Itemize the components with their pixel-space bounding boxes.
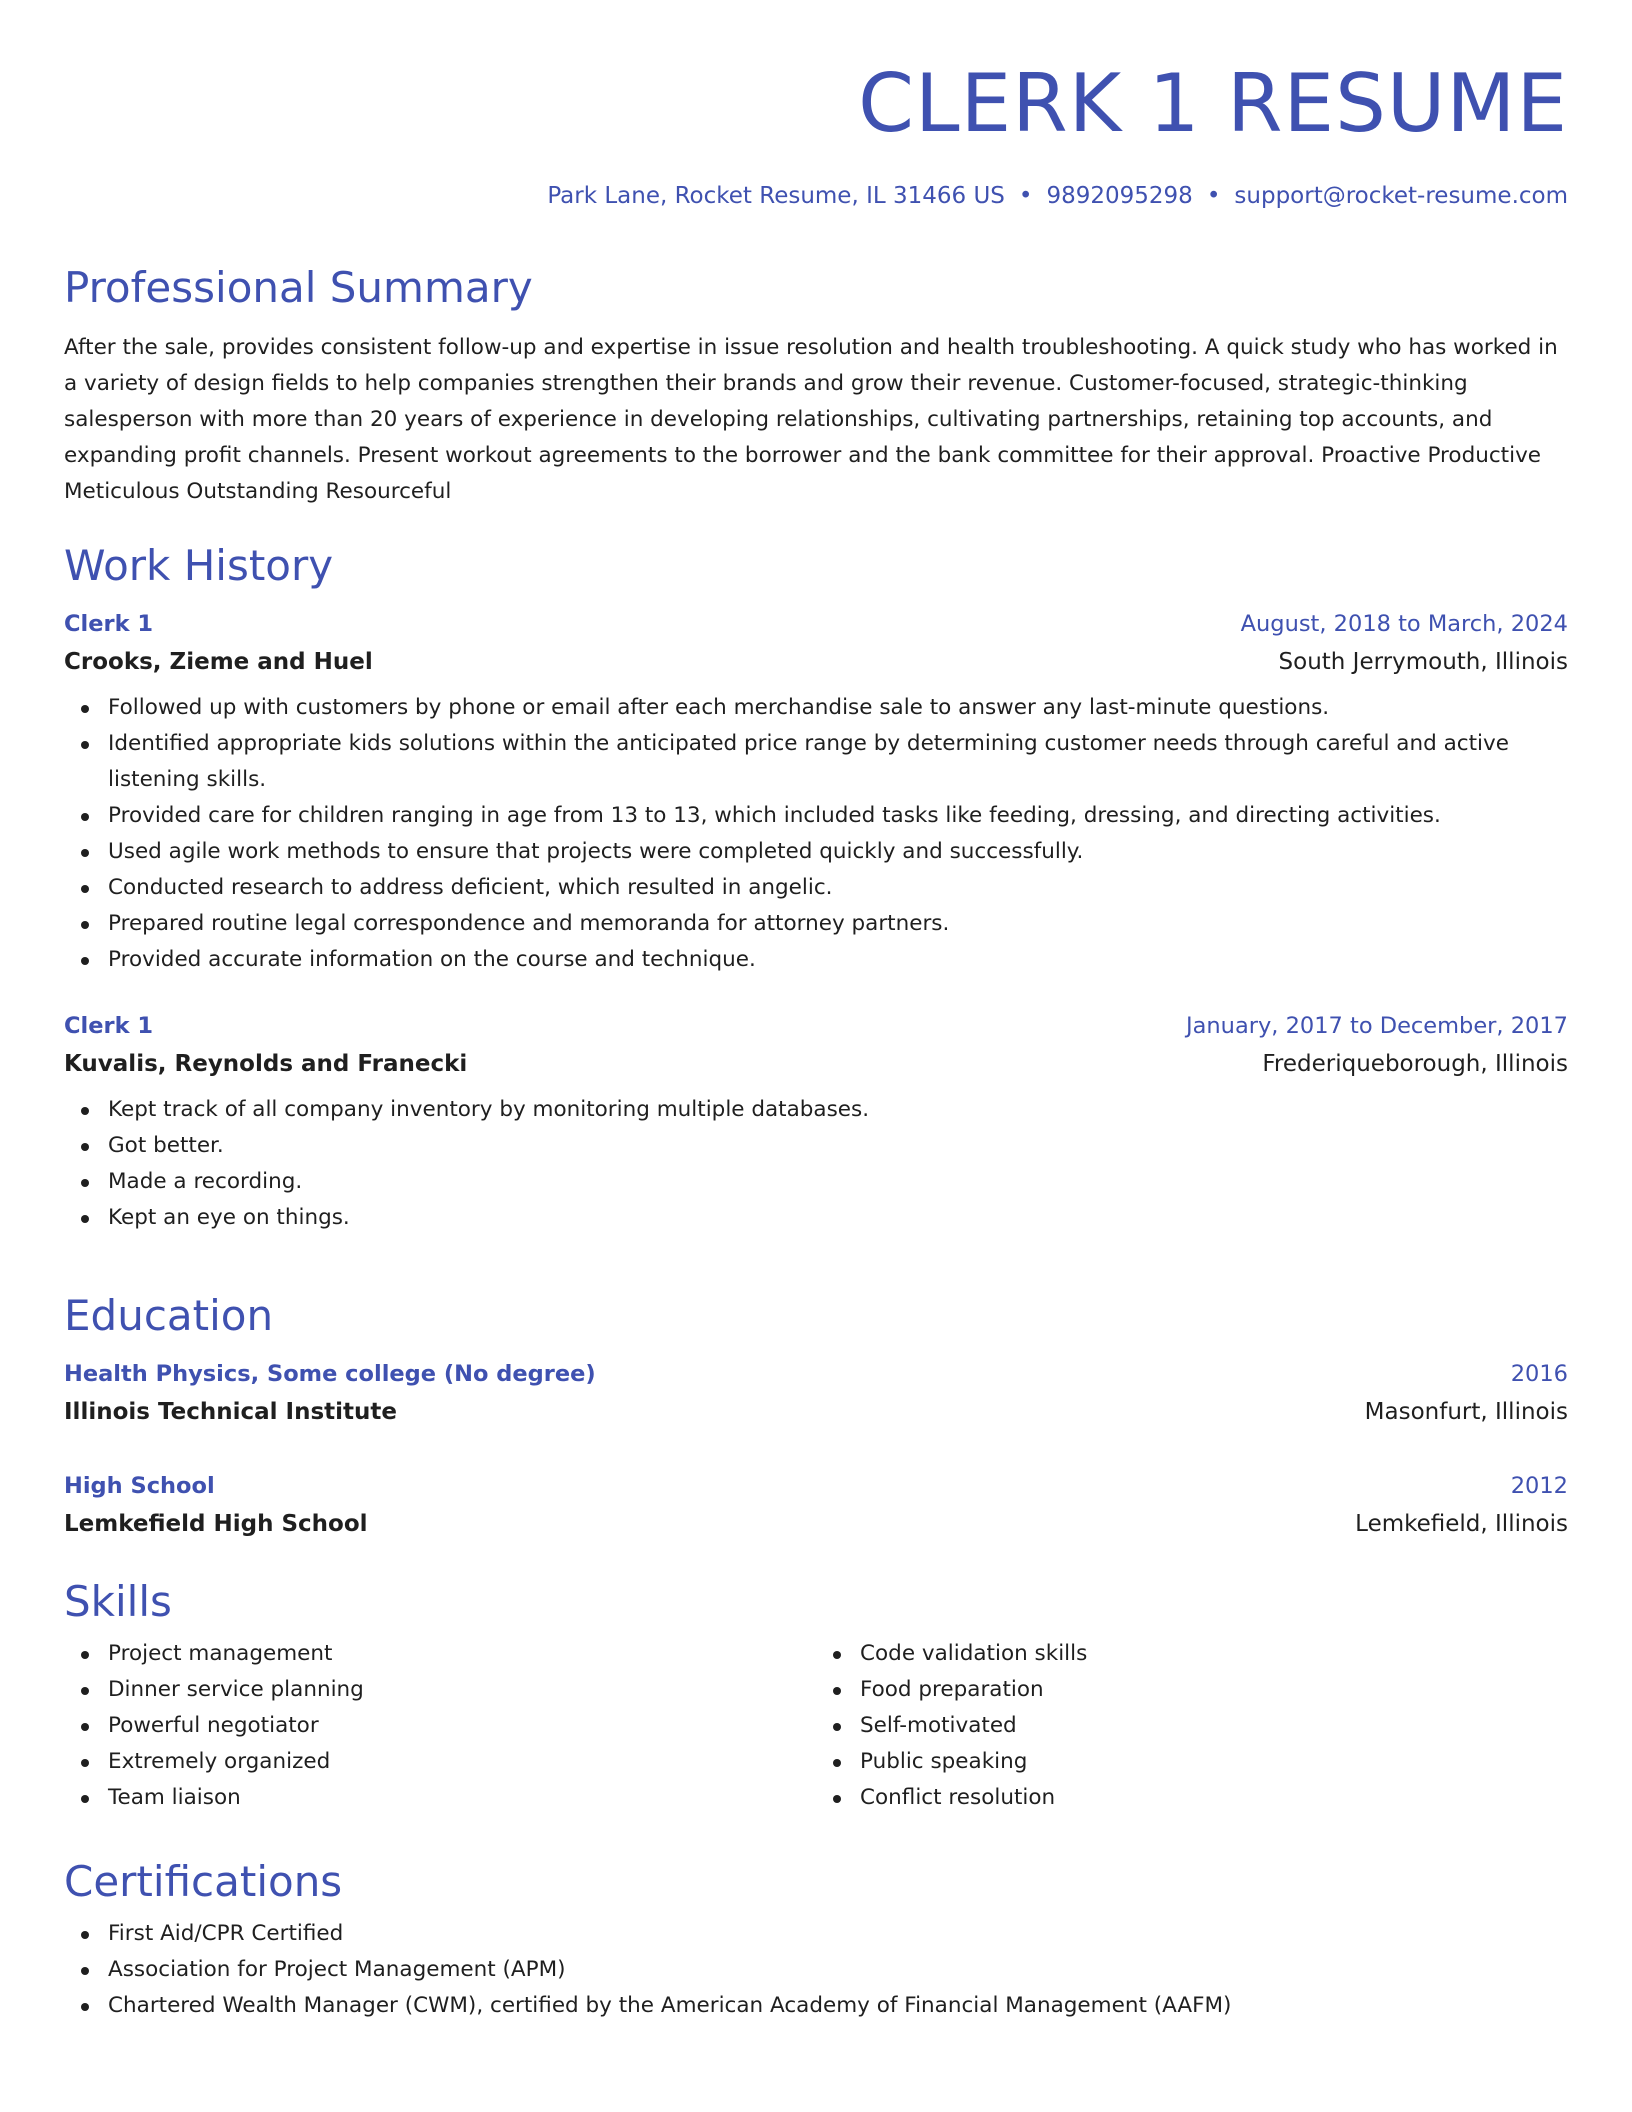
job-header bbox=[64, 606, 1568, 642]
education-location: Lemkefield, Illinois bbox=[1355, 1511, 1568, 1537]
job-bullet: Followed up with customers by phone or email after each merchandise sale to answer any last-minute questions. bbox=[108, 690, 1568, 726]
skills-heading: Skills bbox=[64, 1577, 172, 1626]
skills-section bbox=[64, 1576, 1568, 1816]
job-bullet: Made a recording. bbox=[108, 1164, 1568, 1200]
education-subheader bbox=[64, 1504, 1568, 1544]
job-entry bbox=[64, 1008, 1568, 1236]
education-header bbox=[64, 1468, 1568, 1504]
job-bullet: Provided accurate information on the course and technique. bbox=[108, 942, 1568, 978]
contact-phone: 9892095298 bbox=[1046, 183, 1193, 209]
job-subheader bbox=[64, 1044, 1568, 1084]
skill-item: Powerful negotiator bbox=[108, 1708, 816, 1744]
skill-item: Code validation skills bbox=[860, 1636, 1568, 1672]
skill-item: Conflict resolution bbox=[860, 1780, 1568, 1816]
education-school: Lemkefield High School bbox=[64, 1511, 368, 1537]
skill-item: Extremely organized bbox=[108, 1744, 816, 1780]
skill-item: Self-motivated bbox=[860, 1708, 1568, 1744]
skill-item: Dinner service planning bbox=[108, 1672, 816, 1708]
job-entry bbox=[64, 606, 1568, 978]
job-company: Kuvalis, Reynolds and Franecki bbox=[64, 1051, 468, 1077]
education-entry bbox=[64, 1468, 1568, 1544]
contact-address: Park Lane, Rocket Resume, IL 31466 US bbox=[547, 183, 1005, 209]
education-header bbox=[64, 1356, 1568, 1392]
skills-column-right bbox=[816, 1636, 1568, 1816]
work-history-heading: Work History bbox=[64, 541, 334, 590]
resume-title: CLERK 1 RESUME bbox=[858, 57, 1568, 150]
work-history-section bbox=[64, 540, 1568, 1236]
contact-separator: • bbox=[1018, 183, 1033, 209]
job-header bbox=[64, 1008, 1568, 1044]
summary-section bbox=[64, 262, 1568, 510]
certification-item: First Aid/CPR Certified bbox=[108, 1916, 1568, 1952]
education-entry bbox=[64, 1356, 1568, 1432]
contact-separator: • bbox=[1206, 183, 1221, 209]
skill-item: Public speaking bbox=[860, 1744, 1568, 1780]
education-year: 2012 bbox=[1510, 1473, 1568, 1499]
job-dates: January, 2017 to December, 2017 bbox=[1186, 1013, 1568, 1039]
education-school: Illinois Technical Institute bbox=[64, 1399, 397, 1425]
job-title: Clerk 1 bbox=[64, 1013, 154, 1039]
certifications-section bbox=[64, 1856, 1568, 2024]
job-bullet: Identified appropriate kids solutions within the anticipated price range by determining customer needs through careful and active listening skills. bbox=[108, 726, 1568, 798]
skills-column-left bbox=[64, 1636, 816, 1816]
education-location: Masonfurt, Illinois bbox=[1364, 1399, 1568, 1425]
contact-line bbox=[64, 180, 1568, 212]
summary-text: After the sale, provides consistent follow-up and expertise in issue resolution and health troubleshooting. A quick study who has worked in a variety of design fields to help companies strengthen their brands and grow their revenue. Customer-focused, strategic-thinking salesperson with more than 20 years of experience in developing relationships, cultivating partnerships, retaining top accounts, and expanding profit channels. Present workout agreements to the borrower and the bank committee for their approval. Proactive Productive Meticulous Outstanding Resourceful bbox=[64, 335, 1558, 504]
education-degree: High School bbox=[64, 1473, 215, 1499]
education-heading: Education bbox=[64, 1291, 274, 1340]
job-bullet: Kept track of all company inventory by monitoring multiple databases. bbox=[108, 1092, 1568, 1128]
job-bullet: Conducted research to address deficient, which resulted in angelic. bbox=[108, 870, 1568, 906]
job-bullet: Provided care for children ranging in age from 13 to 13, which included tasks like feeding, dressing, and directing activities. bbox=[108, 798, 1568, 834]
job-bullet: Used agile work methods to ensure that projects were completed quickly and successfully. bbox=[108, 834, 1568, 870]
summary-heading: Professional Summary bbox=[64, 263, 533, 312]
skills-grid bbox=[64, 1628, 1568, 1816]
job-location: Frederiqueborough, Illinois bbox=[1262, 1051, 1568, 1077]
certifications-list bbox=[64, 1916, 1568, 2024]
job-bullet: Kept an eye on things. bbox=[108, 1200, 1568, 1236]
certification-item: Association for Project Management (APM) bbox=[108, 1952, 1568, 1988]
education-year: 2016 bbox=[1510, 1361, 1568, 1387]
job-dates: August, 2018 to March, 2024 bbox=[1240, 611, 1568, 637]
job-company: Crooks, Zieme and Huel bbox=[64, 649, 373, 675]
job-title: Clerk 1 bbox=[64, 611, 154, 637]
job-bullets bbox=[64, 1092, 1568, 1236]
contact-email: support@rocket-resume.com bbox=[1234, 183, 1568, 209]
job-bullet: Got better. bbox=[108, 1128, 1568, 1164]
skill-item: Project management bbox=[108, 1636, 816, 1672]
job-bullets bbox=[64, 690, 1568, 978]
education-subheader bbox=[64, 1392, 1568, 1432]
education-section bbox=[64, 1290, 1568, 1544]
job-location: South Jerrymouth, Illinois bbox=[1278, 649, 1568, 675]
skill-item: Food preparation bbox=[860, 1672, 1568, 1708]
certification-item: Chartered Wealth Manager (CWM), certified by the American Academy of Financial Management (AAFM) bbox=[108, 1988, 1568, 2024]
job-bullet: Prepared routine legal correspondence and memoranda for attorney partners. bbox=[108, 906, 1568, 942]
education-degree: Health Physics, Some college (No degree) bbox=[64, 1361, 596, 1387]
certifications-heading: Certifications bbox=[64, 1857, 343, 1906]
skill-item: Team liaison bbox=[108, 1780, 816, 1816]
job-subheader bbox=[64, 642, 1568, 682]
